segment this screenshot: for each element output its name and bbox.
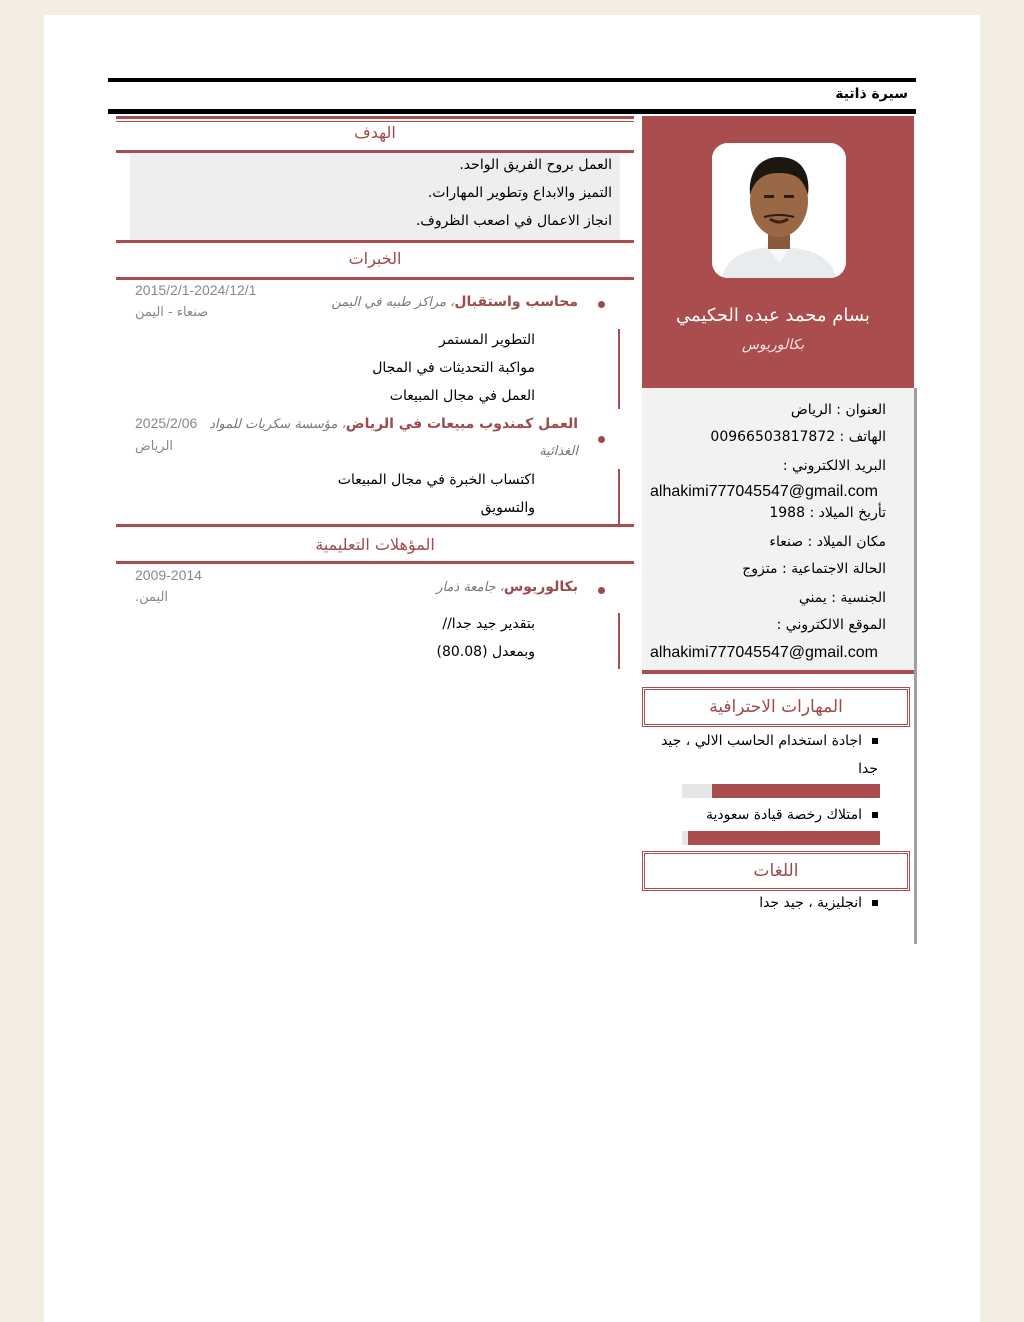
job-org: ، مراكز طبيه في اليمن — [331, 295, 455, 310]
job-detail: اكتساب الخبرة في مجال المبيعات — [337, 472, 535, 488]
education-org: ، جامعة ذمار — [436, 580, 504, 595]
document-title: سيرة ذاتية — [835, 86, 908, 102]
language-text: انجليزية ، جيد جدا — [759, 895, 862, 911]
bullet-icon — [872, 900, 878, 906]
birth-place: مكان الميلاد : صنعاء — [769, 534, 886, 550]
phone: الهاتف : 00966503817872 — [710, 429, 886, 445]
goal-line: التميز والابداع وتطوير المهارات. — [427, 185, 612, 201]
section-rule — [116, 277, 634, 280]
section-rule — [116, 121, 634, 122]
goal-line: انجاز الاعمال في اصعب الظروف. — [415, 213, 612, 229]
email-label: البريد الالكتروني : — [782, 458, 886, 474]
birth-year: تأريخ الميلاد : 1988 — [769, 505, 886, 521]
profile-name: بسام محمد عبده الحكيمي — [676, 305, 870, 326]
profile-degree: بكالوريوس — [741, 337, 805, 353]
education-heading: المؤهلات التعليمية — [315, 535, 435, 554]
skills-heading: المهارات الاحترافية — [642, 687, 910, 727]
education-detail: بتقدير جيد جدا// — [442, 616, 535, 632]
job-org: الغذائية — [539, 444, 578, 459]
languages-heading: اللغات — [642, 851, 910, 891]
job-bar — [618, 469, 620, 525]
top-rule — [108, 78, 916, 82]
language-item — [759, 889, 878, 917]
nationality: الجنسية : يمني — [798, 590, 886, 606]
bullet-dot-icon — [598, 436, 605, 443]
email: alhakimi777045547@gmail.com — [650, 483, 878, 500]
job-detail: والتسويق — [480, 500, 535, 516]
skill-text: جدا — [858, 761, 878, 777]
education-date: 2009-2014 — [135, 567, 202, 583]
skill-text: اجادة استخدام الحاسب الالي ، جيد — [661, 733, 862, 749]
job-title — [331, 294, 578, 310]
website: alhakimi777045547@gmail.com — [650, 644, 878, 661]
education-place: اليمن. — [135, 590, 169, 605]
sidebar-border — [914, 388, 917, 944]
job-date: 2015/2/1-2024/12/1 — [135, 282, 257, 298]
skill-text: امتلاك رخصة قيادة سعودية — [705, 807, 862, 823]
resume-page — [44, 15, 980, 1322]
goal-heading: الهدف — [354, 123, 396, 142]
job-date: 2025/2/06 — [135, 415, 198, 431]
bullet-dot-icon — [598, 587, 605, 594]
section-rule — [116, 116, 634, 119]
profile-photo — [712, 143, 846, 278]
section-rule — [116, 150, 634, 153]
marital-status: الحالة الاجتماعية : متزوج — [742, 561, 886, 577]
job-detail: مواكبة التحديثات في المجال — [372, 360, 535, 376]
skill-bar-fill — [688, 831, 880, 845]
experience-heading: الخبرات — [348, 249, 402, 268]
website-label: الموقع الالكتروني : — [776, 617, 886, 633]
person-portrait-icon — [712, 143, 846, 278]
address: العنوان : الرياض — [790, 402, 886, 418]
job-title — [209, 416, 578, 432]
education-title — [436, 579, 578, 595]
skill-item-continuation — [858, 755, 878, 783]
job-detail: العمل في مجال المبيعات — [389, 388, 535, 404]
job-title-continuation — [539, 443, 578, 459]
skill-item — [661, 727, 878, 755]
job-role: محاسب واستقبال — [454, 294, 578, 310]
goal-line: العمل بروح الفريق الواحد. — [459, 157, 612, 173]
skill-item — [706, 801, 878, 829]
skill-bar-fill — [712, 784, 880, 798]
education-detail: وبمعدل (80.08) — [436, 644, 535, 660]
section-rule — [116, 561, 634, 564]
bullet-icon — [872, 812, 878, 818]
job-detail: التطوير المستمر — [439, 332, 535, 348]
header-rule — [108, 109, 916, 114]
job-bar — [618, 329, 620, 409]
job-place: الرياض — [135, 439, 174, 454]
job-role: العمل كمندوب مبيعات في الرياض — [345, 416, 578, 432]
section-rule — [116, 524, 634, 527]
bullet-icon — [872, 738, 878, 744]
education-degree: بكالوريوس — [503, 579, 578, 595]
section-rule — [116, 240, 634, 243]
bullet-dot-icon — [598, 301, 605, 308]
job-org: ، مؤسسة سكريات للمواد — [209, 417, 346, 432]
education-bar — [618, 613, 620, 669]
job-place: صنعاء - اليمن — [135, 305, 209, 320]
